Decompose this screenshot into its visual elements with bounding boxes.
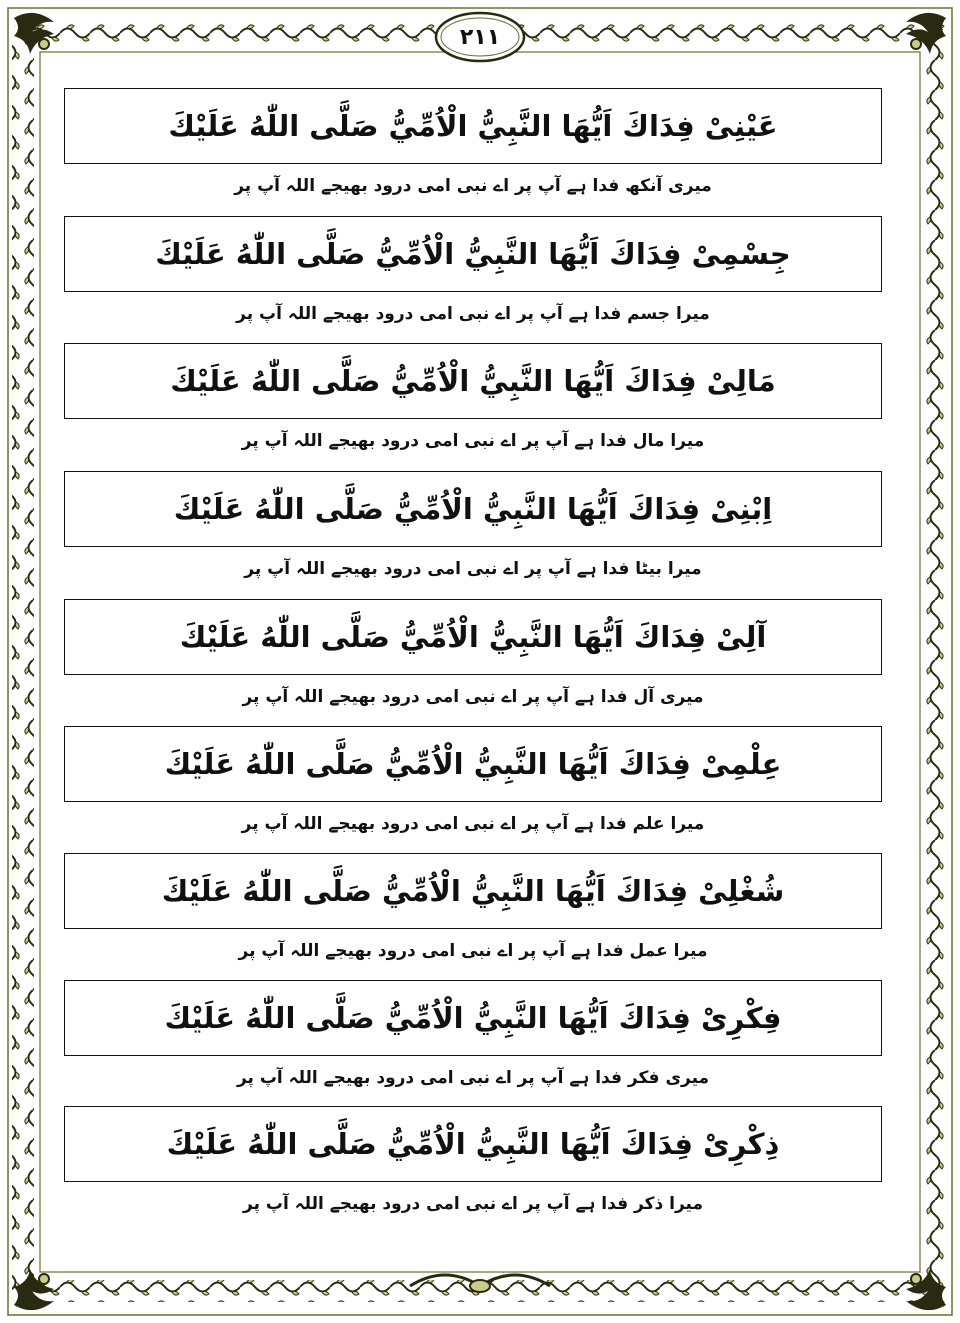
verse-box (64, 599, 882, 675)
urdu-translation: میرا بیٹا فدا ہے آپ پر اے نبی امی درود بھیجے اللہ آپ پر (244, 558, 702, 579)
urdu-translation: میری آنکھ فدا ہے آپ پر اے نبی امی درود بھیجے اللہ آپ پر (234, 175, 712, 196)
verse-arabic-text: ذِكْرِىْ فِدَاكَ اَيُّهَا النَّبِيُّ الْاُمِّيُّ صَلَّى اللّٰهُ عَلَيْكَ (166, 1127, 780, 1161)
verse-box (64, 726, 882, 802)
page-number: ۲۱۱ (459, 24, 501, 50)
urdu-translation: میری فکر فدا ہے آپ پر اے نبی امی درود بھیجے اللہ آپ پر (236, 1067, 710, 1088)
verse-box (64, 471, 882, 547)
verse-box (64, 1106, 882, 1182)
urdu-translation: میری آل فدا ہے آپ پر اے نبی امی درود بھیجے اللہ آپ پر (242, 686, 704, 707)
urdu-translation: میرا مال فدا ہے آپ پر اے نبی امی درود بھیجے اللہ آپ پر (241, 430, 705, 451)
urdu-translation: میرا جسم فدا ہے آپ پر اے نبی امی درود بھیجے اللہ آپ پر (236, 303, 710, 324)
verse-arabic-text: جِسْمِىْ فِدَاكَ اَيُّهَا النَّبِيُّ الْاُمِّيُّ صَلَّى اللّٰهُ عَلَيْكَ (155, 237, 791, 271)
verse-box (64, 216, 882, 292)
verse-box (64, 88, 882, 164)
urdu-translation: میرا علم فدا ہے آپ پر اے نبی امی درود بھیجے اللہ آپ پر (241, 813, 705, 834)
urdu-translation: میرا ذکر فدا ہے آپ پر اے نبی امی درود بھیجے اللہ آپ پر (243, 1193, 703, 1214)
verse-arabic-text: فِكْرِىْ فِدَاكَ اَيُّهَا النَّبِيُّ الْاُمِّيُّ صَلَّى اللّٰهُ عَلَيْكَ (164, 1001, 782, 1035)
verse-arabic-text: اِبْنِىْ فِدَاكَ اَيُّهَا النَّبِيُّ الْاُمِّيُّ صَلَّى اللّٰهُ عَلَيْكَ (173, 492, 773, 526)
verse-box (64, 343, 882, 419)
verse-arabic-text: شُغْلِىْ فِدَاكَ اَيُّهَا النَّبِيُّ الْاُمِّيُّ صَلَّى اللّٰهُ عَلَيْكَ (161, 874, 785, 908)
verse-arabic-text: آلِىْ فِدَاكَ اَيُّهَا النَّبِيُّ الْاُمِّيُّ صَلَّى اللّٰهُ عَلَيْكَ (179, 620, 767, 654)
verse-box (64, 853, 882, 929)
verse-arabic-text: مَالِىْ فِدَاكَ اَيُّهَا النَّبِيُّ الْاُمِّيُّ صَلَّى اللّٰهُ عَلَيْكَ (170, 364, 776, 398)
verse-arabic-text: عَيْنِىْ فِدَاكَ اَيُّهَا النَّبِيُّ الْاُمِّيُّ صَلَّى اللّٰهُ عَلَيْكَ (168, 109, 778, 143)
verse-box (64, 980, 882, 1056)
urdu-translation: میرا عمل فدا ہے آپ پر اے نبی امی درود بھیجے اللہ آپ پر (238, 940, 708, 961)
verse-arabic-text: عِلْمِىْ فِدَاكَ اَيُّهَا النَّبِيُّ الْاُمِّيُّ صَلَّى اللّٰهُ عَلَيْكَ (164, 747, 782, 781)
